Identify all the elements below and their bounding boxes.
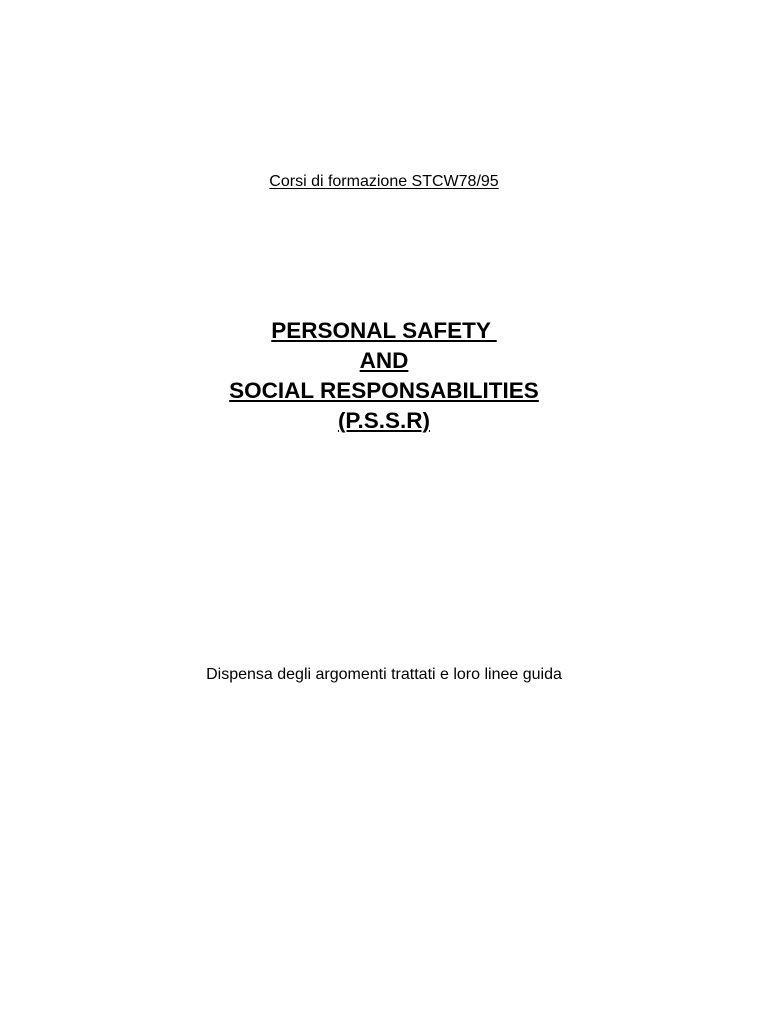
document-title <box>0 316 768 436</box>
document-subtitle: Dispensa degli argomenti trattati e loro linee guida <box>206 666 562 683</box>
title-line-4: (P.S.S.R) <box>337 408 431 433</box>
title-line-2: AND <box>359 348 409 373</box>
title-line-1: PERSONAL SAFETY <box>271 318 497 343</box>
title-line-3: SOCIAL RESPONSABILITIES <box>229 378 539 403</box>
course-heading-text: Corsi di formazione STCW78/95 <box>269 173 499 190</box>
course-heading <box>0 171 768 193</box>
